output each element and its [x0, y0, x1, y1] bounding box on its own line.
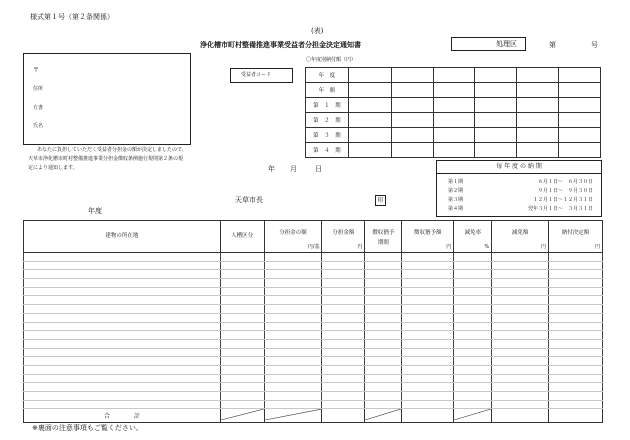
installment-row-p1: [306, 98, 601, 113]
message-line-1: あなたに負担していただく受益者分担金の額が決定しましたので、: [37, 147, 187, 153]
table-cell: [454, 357, 492, 366]
col-deferral-period: 徴収猶予 期間: [365, 221, 402, 253]
table-cell: [492, 357, 549, 366]
period-dates-3: １２月１日〜１２月３１日: [532, 197, 593, 203]
table-cell: [454, 374, 492, 383]
table-cell: [264, 322, 322, 331]
table-cell: [322, 253, 365, 262]
table-cell: [264, 392, 322, 401]
table-cell: [492, 261, 549, 270]
table-cell: [220, 374, 264, 383]
table-row: [24, 313, 603, 322]
installment-row-amount: [306, 83, 601, 98]
table-cell: [454, 270, 492, 279]
period-dates-2: ９月１日〜 ９月３０日: [537, 188, 593, 194]
slash-icon: [365, 409, 401, 420]
table-cell: [402, 331, 454, 340]
detail-header-row: [24, 221, 603, 253]
table-cell: [549, 322, 603, 331]
table-cell: [264, 365, 322, 374]
table-cell: [549, 400, 603, 409]
table-cell: [454, 287, 492, 296]
col-charge: 分担金額 円: [322, 221, 365, 253]
table-cell: [24, 296, 221, 305]
table-cell: [492, 270, 549, 279]
table-cell: [220, 339, 264, 348]
table-cell: [264, 305, 322, 314]
period-dates-1: ６月１日〜 ６月３０日: [537, 179, 593, 185]
table-cell: [24, 305, 221, 314]
table-cell: [24, 270, 221, 279]
table-cell: [454, 261, 492, 270]
table-cell: [24, 331, 221, 340]
table-cell: [220, 261, 264, 270]
table-cell: [365, 279, 402, 288]
total-cell: [492, 409, 549, 423]
table-cell: [365, 331, 402, 340]
table-row: [24, 392, 603, 401]
table-cell: [365, 348, 402, 357]
table-row: [24, 339, 603, 348]
installment-label: 第 ２ 期: [306, 113, 349, 128]
table-cell: [454, 383, 492, 392]
table-cell: [454, 279, 492, 288]
table-row: [24, 400, 603, 409]
col-payment-amount: 納付決定額 円: [549, 221, 603, 253]
table-cell: [365, 400, 402, 409]
total-label: 合 計: [24, 409, 221, 423]
table-cell: [24, 253, 221, 262]
form-number: 様式第１号（第２条関係）: [30, 13, 114, 21]
table-cell: [402, 313, 454, 322]
table-cell: [454, 348, 492, 357]
table-cell: [220, 313, 264, 322]
table-cell: [492, 322, 549, 331]
table-cell: [549, 270, 603, 279]
installment-label: 第 １ 期: [306, 98, 349, 113]
table-cell: [402, 261, 454, 270]
date-day: 日: [315, 165, 322, 173]
col-reduction-amount: 減免額 円: [492, 221, 549, 253]
table-cell: [220, 357, 264, 366]
mayor-label: 天草市長: [235, 196, 263, 204]
postal-mark: 〒: [33, 67, 40, 74]
table-cell: [549, 392, 603, 401]
table-cell: [264, 331, 322, 340]
table-row: [24, 365, 603, 374]
date-month: 月: [290, 165, 297, 173]
table-cell: [24, 392, 221, 401]
table-row: [24, 348, 603, 357]
table-cell: [24, 287, 221, 296]
installment-row-year: [306, 68, 601, 83]
table-cell: [220, 253, 264, 262]
table-row: [24, 279, 603, 288]
table-cell: [402, 287, 454, 296]
table-cell: [402, 365, 454, 374]
installment-label: 第 ４ 期: [306, 143, 349, 158]
table-cell: [454, 296, 492, 305]
table-cell: [454, 392, 492, 401]
table-cell: [322, 287, 365, 296]
table-cell: [402, 270, 454, 279]
table-row: [24, 374, 603, 383]
table-cell: [322, 305, 365, 314]
table-cell: [220, 400, 264, 409]
seal-mark: 印: [375, 195, 386, 206]
payment-schedule-title: 毎 年 度 の 納 期: [437, 164, 601, 174]
table-cell: [549, 305, 603, 314]
table-row: [24, 287, 603, 296]
slash-icon: [454, 409, 491, 420]
table-cell: [549, 261, 603, 270]
table-cell: [24, 279, 221, 288]
table-cell: [24, 322, 221, 331]
table-cell: [492, 279, 549, 288]
table-cell: [220, 296, 264, 305]
period-dates-4: 翌年３月１日〜 ３月３１日: [527, 206, 593, 212]
table-cell: [454, 365, 492, 374]
table-cell: [492, 400, 549, 409]
table-cell: [322, 383, 365, 392]
table-cell: [454, 313, 492, 322]
table-cell: [454, 339, 492, 348]
period-label-4: 第４期: [448, 206, 464, 212]
table-cell: [264, 383, 322, 392]
table-cell: [492, 305, 549, 314]
total-cell: [402, 409, 454, 423]
table-cell: [220, 348, 264, 357]
table-cell: [402, 348, 454, 357]
table-cell: [492, 392, 549, 401]
table-cell: [549, 348, 603, 357]
table-row: [24, 322, 603, 331]
table-cell: [264, 348, 322, 357]
table-cell: [549, 253, 603, 262]
table-cell: [365, 305, 402, 314]
table-cell: [24, 339, 221, 348]
col-rate: 分担金の額 円/基: [264, 221, 322, 253]
table-cell: [365, 313, 402, 322]
col-location: 建物の所在地: [24, 221, 221, 253]
doc-no-go: 号: [591, 41, 598, 49]
table-cell: [549, 279, 603, 288]
table-cell: [220, 383, 264, 392]
table-cell: [322, 331, 365, 340]
col-reduction-rate: 減免率 %: [454, 221, 492, 253]
table-cell: [402, 279, 454, 288]
table-cell: [322, 279, 365, 288]
table-cell: [264, 357, 322, 366]
date-year: 年: [268, 165, 275, 173]
installment-row-p2: [306, 113, 601, 128]
table-cell: [264, 253, 322, 262]
table-cell: [322, 374, 365, 383]
table-row: [24, 253, 603, 262]
table-cell: [264, 261, 322, 270]
table-cell: [549, 296, 603, 305]
table-cell: [402, 392, 454, 401]
table-cell: [549, 357, 603, 366]
table-cell: [492, 374, 549, 383]
table-cell: [24, 383, 221, 392]
name-label: 氏名: [33, 123, 44, 129]
table-cell: [264, 339, 322, 348]
table-cell: [492, 253, 549, 262]
table-cell: [402, 357, 454, 366]
table-cell: [365, 322, 402, 331]
table-cell: [264, 270, 322, 279]
table-cell: [322, 270, 365, 279]
table-cell: [365, 296, 402, 305]
company-label: 方書: [33, 105, 44, 111]
table-cell: [492, 365, 549, 374]
table-cell: [365, 392, 402, 401]
detail-table: [23, 220, 603, 423]
table-cell: [365, 339, 402, 348]
beneficiary-code-label: 受益者コード: [241, 72, 272, 78]
table-cell: [264, 279, 322, 288]
total-slash-cell: [220, 409, 264, 423]
table-row: [24, 357, 603, 366]
table-cell: [549, 313, 603, 322]
table-cell: [322, 392, 365, 401]
table-cell: [402, 322, 454, 331]
installment-label: 年 度: [306, 68, 349, 83]
table-cell: [322, 400, 365, 409]
table-cell: [322, 313, 365, 322]
table-cell: [549, 374, 603, 383]
table-cell: [454, 400, 492, 409]
installment-label: 第 ３ 期: [306, 128, 349, 143]
table-cell: [24, 400, 221, 409]
installment-label: 年 額: [306, 83, 349, 98]
table-cell: [365, 261, 402, 270]
office-label: 処理区: [496, 40, 517, 48]
table-cell: [322, 357, 365, 366]
table-cell: [24, 313, 221, 322]
period-label-2: 第２期: [448, 188, 464, 194]
table-cell: [24, 261, 221, 270]
table-cell: [365, 270, 402, 279]
table-cell: [220, 365, 264, 374]
table-cell: [365, 383, 402, 392]
table-cell: [264, 296, 322, 305]
table-cell: [220, 392, 264, 401]
table-cell: [402, 305, 454, 314]
table-cell: [492, 383, 549, 392]
beneficiary-code-box: [230, 68, 293, 83]
total-slash-cell: [365, 409, 402, 423]
table-cell: [24, 365, 221, 374]
table-row: [24, 383, 603, 392]
table-cell: [549, 331, 603, 340]
table-cell: [549, 339, 603, 348]
payment-schedule-box: [436, 160, 602, 217]
table-cell: [365, 365, 402, 374]
period-label-3: 第３期: [448, 197, 464, 203]
table-cell: [492, 331, 549, 340]
footnote: ※裏面の注意事項もご覧ください。: [32, 424, 143, 432]
table-cell: [402, 383, 454, 392]
installment-table: [305, 67, 601, 158]
fiscal-year-label: 年度: [88, 207, 102, 215]
annual-payment-title: 〇年度別納付額（円）: [306, 57, 357, 63]
table-cell: [24, 348, 221, 357]
table-cell: [454, 305, 492, 314]
table-cell: [220, 287, 264, 296]
installment-row-p3: [306, 128, 601, 143]
table-cell: [365, 374, 402, 383]
table-cell: [220, 331, 264, 340]
table-row: [24, 305, 603, 314]
table-cell: [264, 374, 322, 383]
col-deferral-amount: 徴収猶予額 円: [402, 221, 454, 253]
table-row: [24, 296, 603, 305]
message-line-3: 定により通知します。: [28, 165, 78, 171]
detail-body: [24, 253, 603, 409]
period-label-1: 第１期: [448, 179, 464, 185]
table-cell: [402, 296, 454, 305]
table-cell: [492, 313, 549, 322]
slash-icon: [221, 409, 264, 420]
total-slash-cell: [264, 409, 322, 423]
total-cell: [549, 409, 603, 423]
doc-no-dai: 第: [549, 41, 556, 49]
total-cell: [322, 409, 365, 423]
table-cell: [264, 313, 322, 322]
table-cell: [220, 322, 264, 331]
table-cell: [24, 374, 221, 383]
table-cell: [492, 287, 549, 296]
table-cell: [402, 374, 454, 383]
table-cell: [322, 261, 365, 270]
table-cell: [549, 287, 603, 296]
table-cell: [24, 357, 221, 366]
table-cell: [264, 400, 322, 409]
total-row: [24, 409, 603, 423]
table-cell: [402, 400, 454, 409]
address-box: [23, 53, 191, 145]
table-cell: [220, 279, 264, 288]
table-cell: [454, 253, 492, 262]
table-cell: [220, 270, 264, 279]
installment-row-p4: [306, 143, 601, 158]
table-cell: [492, 296, 549, 305]
table-cell: [492, 339, 549, 348]
side-label: (表): [311, 27, 324, 35]
table-cell: [549, 365, 603, 374]
address-label: 住所: [33, 86, 44, 92]
table-cell: [454, 322, 492, 331]
table-cell: [322, 322, 365, 331]
table-cell: [322, 365, 365, 374]
table-cell: [365, 357, 402, 366]
table-cell: [322, 296, 365, 305]
total-slash-cell: [454, 409, 492, 423]
slash-icon: [265, 409, 322, 420]
table-cell: [264, 287, 322, 296]
document-title: 浄化槽市町村整備推進事業受益者分担金決定通知書: [200, 41, 361, 49]
table-row: [24, 261, 603, 270]
col-capacity: 人槽区分: [220, 221, 264, 253]
table-cell: [402, 253, 454, 262]
table-cell: [322, 348, 365, 357]
table-cell: [365, 287, 402, 296]
table-cell: [402, 339, 454, 348]
message-line-2: 天草市浄化槽市町村整備推進事業分担金徴収条例施行規則第２条の規: [28, 156, 184, 162]
table-row: [24, 270, 603, 279]
table-row: [24, 331, 603, 340]
table-cell: [322, 339, 365, 348]
table-cell: [365, 253, 402, 262]
table-cell: [220, 305, 264, 314]
table-cell: [454, 331, 492, 340]
table-cell: [549, 383, 603, 392]
table-cell: [492, 348, 549, 357]
